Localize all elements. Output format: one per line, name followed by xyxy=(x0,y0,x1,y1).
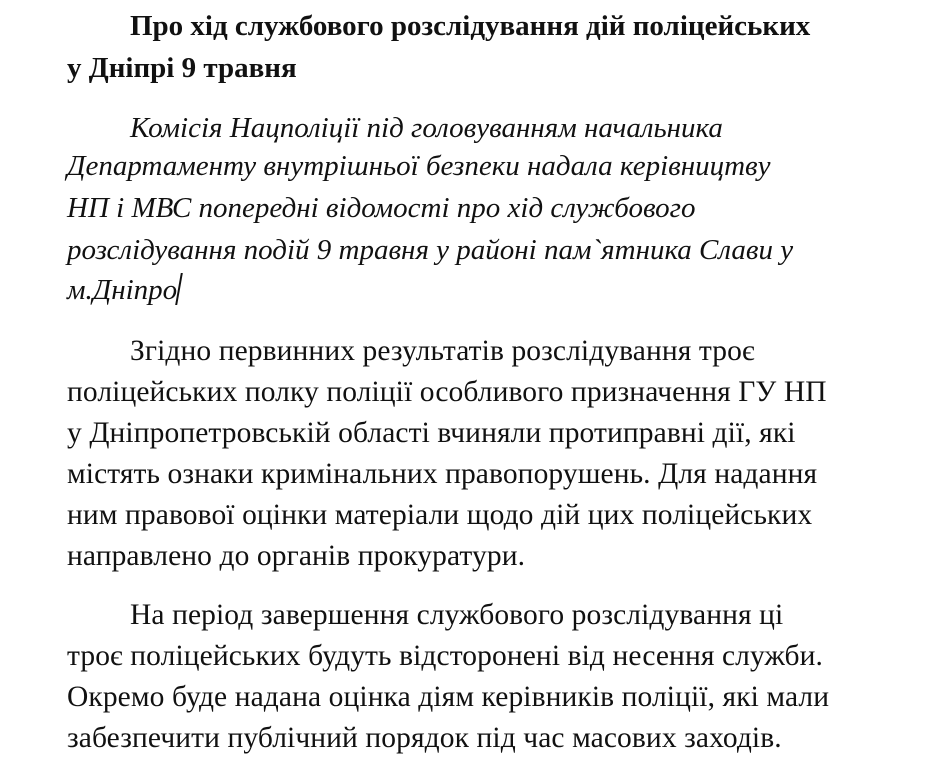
paragraph-1-line-2: Департаменту внутрішньої безпеки надала керівництву xyxy=(67,150,771,182)
paragraph-3-line-3: Окремо буде надана оцінка діям керівників поліції, які мали xyxy=(67,681,830,713)
paragraph-3-line-2: троє поліцейських будуть відсторонені від несення служби. xyxy=(67,640,824,672)
paragraph-2-line-6: направлено до органів прокуратури. xyxy=(67,540,526,572)
paragraph-2-line-4: містять ознаки кримінальних правопорушень. Для надання xyxy=(67,458,818,490)
paragraph-2-line-3: у Дніпропетровській області вчиняли протиправні дії, які xyxy=(67,417,796,449)
paragraph-1-line-5-text: м.Дніпро xyxy=(67,274,178,306)
paragraph-1-line-3: НП і МВС попередні відомості про хід службового xyxy=(67,192,696,224)
paragraph-3-line-1: На період завершення службового розслідування ці xyxy=(130,599,784,631)
paragraph-3-line-4: забезпечити публічний порядок під час масових заходів. xyxy=(67,722,782,754)
paragraph-1-line-1: Комісія Нацполіції під головуванням начальника xyxy=(130,112,723,144)
paragraph-1-line-5 xyxy=(67,272,180,308)
title-line-2: у Дніпрі 9 травня xyxy=(67,52,297,84)
title-line-1: Про хід службового розслідування дій поліцейських xyxy=(130,10,811,42)
paragraph-2-line-2: поліцейських полку поліції особливого призначення ГУ НП xyxy=(67,376,827,408)
paragraph-2-line-1: Згідно первинних результатів розслідування троє xyxy=(130,335,755,367)
paragraph-1-line-4: розслідування подій 9 травня у районі пам`ятника Слави у xyxy=(67,234,794,266)
paragraph-2-line-5: ним правової оцінки матеріали щодо дій цих поліцейських xyxy=(67,499,813,531)
